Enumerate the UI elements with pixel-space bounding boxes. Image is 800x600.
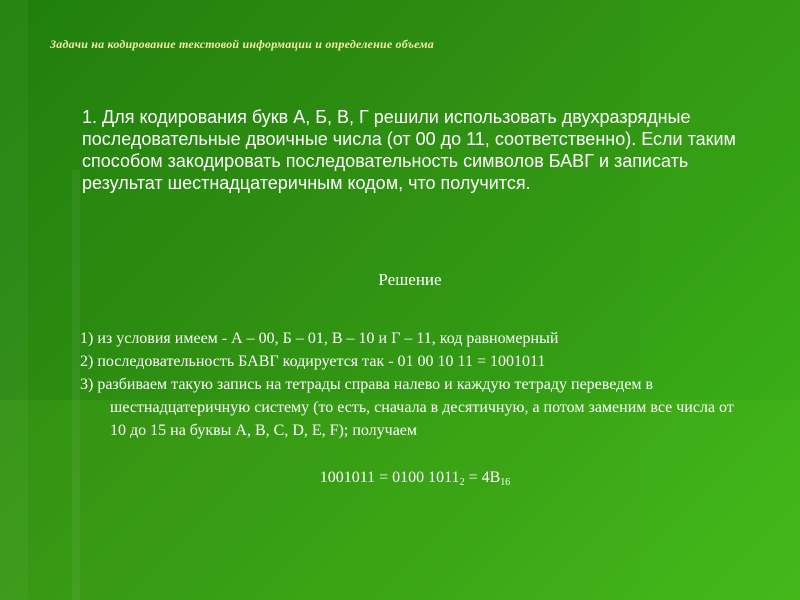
- formula-base-2: 2: [459, 477, 465, 488]
- result-formula: [0, 469, 800, 488]
- solution-step-3: 3) разбиваем такую запись на тетрады справа налево и каждую тетраду переведем в шестнадцатеричную систему (то есть, сначала в десятичную, а потом заменим все числа от 10 до 15 на буквы A, B, C, D, E, F); получаем: [80, 376, 734, 439]
- problem-statement: 1. Для кодирования букв А, Б, В, Г решили использовать двухразрядные последовательные двоичные числа (от 00 до 11, соответственно). Если таким способом закодировать последовательность символов БАВГ и записать результат шестнадцатеричным кодом, что получится.: [82, 107, 736, 193]
- slide-header: Задачи на кодирование текстовой информации и определение объема: [50, 37, 435, 51]
- solution-step-2: 2) последовательность БАВГ кодируется так - 01 00 10 11 = 1001011: [80, 353, 546, 370]
- formula-main: 1001011 = 0100 1011: [319, 469, 460, 486]
- solution-steps: [80, 327, 740, 442]
- formula-result: = 4B: [464, 469, 501, 486]
- background-band: [640, 0, 800, 600]
- solution-step-1: 1) из условия имеем - А – 00, Б – 01, В – 10 и Г – 11, код равномерный: [80, 330, 559, 347]
- solution-title: Решение: [378, 270, 442, 289]
- background-strip: [0, 0, 28, 600]
- formula-base-16: 16: [500, 477, 511, 488]
- background-strip: [72, 170, 80, 600]
